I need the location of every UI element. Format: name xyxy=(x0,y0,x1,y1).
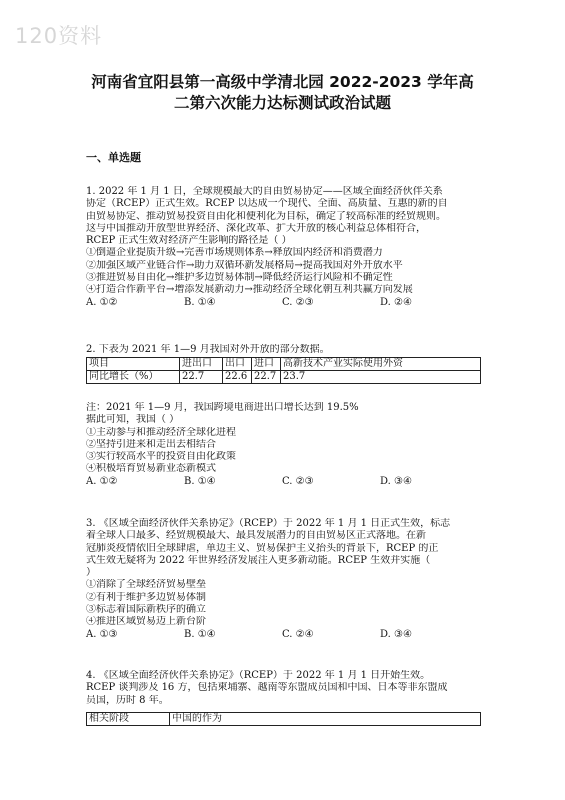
q3-line: ④推进区域贸易迈上新台阶 xyxy=(86,616,206,628)
q3-option-b: B. ①④ xyxy=(184,628,216,640)
q1-option-d: D. ②④ xyxy=(380,296,412,308)
table-row xyxy=(87,358,481,371)
table-cell: 22.7 xyxy=(180,371,223,384)
q2-line: ②坚持引进来和走出去相结合 xyxy=(86,438,216,450)
table-cell: 出口 xyxy=(223,358,252,371)
q1-line: ④打造合作新平台→增添发展新动力→推动经济全球化朝互利共赢方向发展 xyxy=(86,284,413,296)
table-cell: 进出口 xyxy=(180,358,223,371)
q2-option-a: A. ①② xyxy=(86,475,118,487)
q2-option-c: C. ②③ xyxy=(282,475,314,487)
q3-option-a: A. ①③ xyxy=(86,628,118,640)
table-cell: 22.6 xyxy=(223,371,252,384)
q1-line: ②加强区域产业链合作→助力双循环新发展格局→提高我国对外开放水平 xyxy=(86,259,403,271)
question-2 xyxy=(86,402,481,488)
q3-line: 式生效无疑将为 2022 年世界经济发展注入更多新动能。RCEP 生效并实施（ xyxy=(86,554,431,566)
q1-option-b: B. ①④ xyxy=(184,296,216,308)
section-heading: 一、单选题 xyxy=(86,151,141,164)
q3-line: 冠肺炎疫情依旧全球肆虐，单边主义、贸易保护主义抬头的背景下，RCEP 的正 xyxy=(86,542,439,554)
q4-line: RCEP 谈判涉及 16 方，包括柬埔寨、越南等东盟成员国和中国、日本等非东盟成 xyxy=(86,682,448,694)
q1-line: RCEP 正式生效对经济产生影响的路径是（ ） xyxy=(86,235,292,247)
q2-option-b: B. ①④ xyxy=(184,475,216,487)
q2-line: 注：2021 年 1—9 月，我国跨境电商进出口增长达到 19.5% xyxy=(86,402,359,413)
q1-options xyxy=(86,297,481,309)
table-cell: 高新技术产业实际使用外资 xyxy=(281,358,481,371)
q1-line: ③推进贸易自由化→维护多边贸易体制→降低经济运行风险和不确定性 xyxy=(86,272,393,284)
question-1 xyxy=(86,186,481,309)
table-cell: 23.7 xyxy=(281,371,481,384)
q4-table xyxy=(86,712,481,726)
q1-option-c: C. ②③ xyxy=(282,296,314,308)
title-line-2: 二第六次能力达标测试政治试题 xyxy=(173,94,391,112)
q3-line: ） xyxy=(86,567,96,579)
document-title xyxy=(70,72,495,114)
table-cell: 中国的作为 xyxy=(170,713,481,726)
q1-line: 这与中国推动开放型世界经济、深化改革、扩大开放的核心利益总体相符合， xyxy=(86,222,426,234)
q3-option-d: D. ③④ xyxy=(380,628,412,640)
q2-options xyxy=(86,476,481,488)
table-cell: 同比增长（%） xyxy=(87,371,180,384)
table-cell: 相关阶段 xyxy=(87,713,170,726)
question-3 xyxy=(86,518,481,641)
q3-option-c: C. ②④ xyxy=(282,628,314,640)
title-line-1: 河南省宜阳县第一高级中学清北园 2022-2023 学年高 xyxy=(91,73,474,91)
table-cell: 项目 xyxy=(87,358,180,371)
q2-intro: 2. 下表为 2021 年 1—9 月我国对外开放的部分数据。 xyxy=(86,344,330,355)
q3-line: ③标志着国际新秩序的确立 xyxy=(86,604,206,616)
q4-line: 员国，历时 8 年。 xyxy=(86,694,169,706)
q3-line: ①消除了全球经济贸易壁垒 xyxy=(86,579,206,591)
table-cell: 22.7 xyxy=(252,371,281,384)
q2-line: 据此可知，我国（ ） xyxy=(86,414,180,426)
question-4 xyxy=(86,670,481,707)
q2-data-table xyxy=(86,357,481,384)
table-row xyxy=(87,371,481,384)
q2-line: ①主动参与和推动经济全球化进程 xyxy=(86,426,236,438)
q1-line: ①倒逼企业提质升级→完善市场规则体系→释放国内经济和消费潜力 xyxy=(86,247,383,259)
q2-option-d: D. ③④ xyxy=(380,475,412,487)
q1-line: 协定（RCEP）正式生效。RCEP 以达成一个现代、全面、高质量、互惠的新的自 xyxy=(86,198,448,210)
q3-line: 3. 《区域全面经济伙伴关系协定》（RCEP）于 2022 年 1 月 1 日正式生效，标志 xyxy=(86,518,451,529)
watermark: 120资料 xyxy=(15,24,103,48)
q2-line: ④积极培育贸易新业态新模式 xyxy=(86,463,216,475)
table-row xyxy=(87,713,481,726)
q1-line: 1. 2022 年 1 月 1 日，全球规模最大的自由贸易协定——区域全面经济伙伴关系 xyxy=(86,186,443,197)
table-cell: 进口 xyxy=(252,358,281,371)
q1-option-a: A. ①② xyxy=(86,296,118,308)
q1-line: 由贸易协定、推动贸易投资自由化和便利化为目标，确定了较高标准的经贸规则。 xyxy=(86,210,446,222)
q4-line: 4. 《区域全面经济伙伴关系协定》（RCEP）于 2022 年 1 月 1 日开始生效。 xyxy=(86,670,431,681)
q3-options xyxy=(86,629,481,641)
q2-line: ③实行较高水平的投资自由化政策 xyxy=(86,451,236,463)
question-2-intro xyxy=(86,344,481,356)
q3-line: ②有利于维护多边贸易体制 xyxy=(86,591,206,603)
q3-line: 着全球人口最多、经贸规模最大、最具发展潜力的自由贸易区正式落地。在新 xyxy=(86,530,426,542)
